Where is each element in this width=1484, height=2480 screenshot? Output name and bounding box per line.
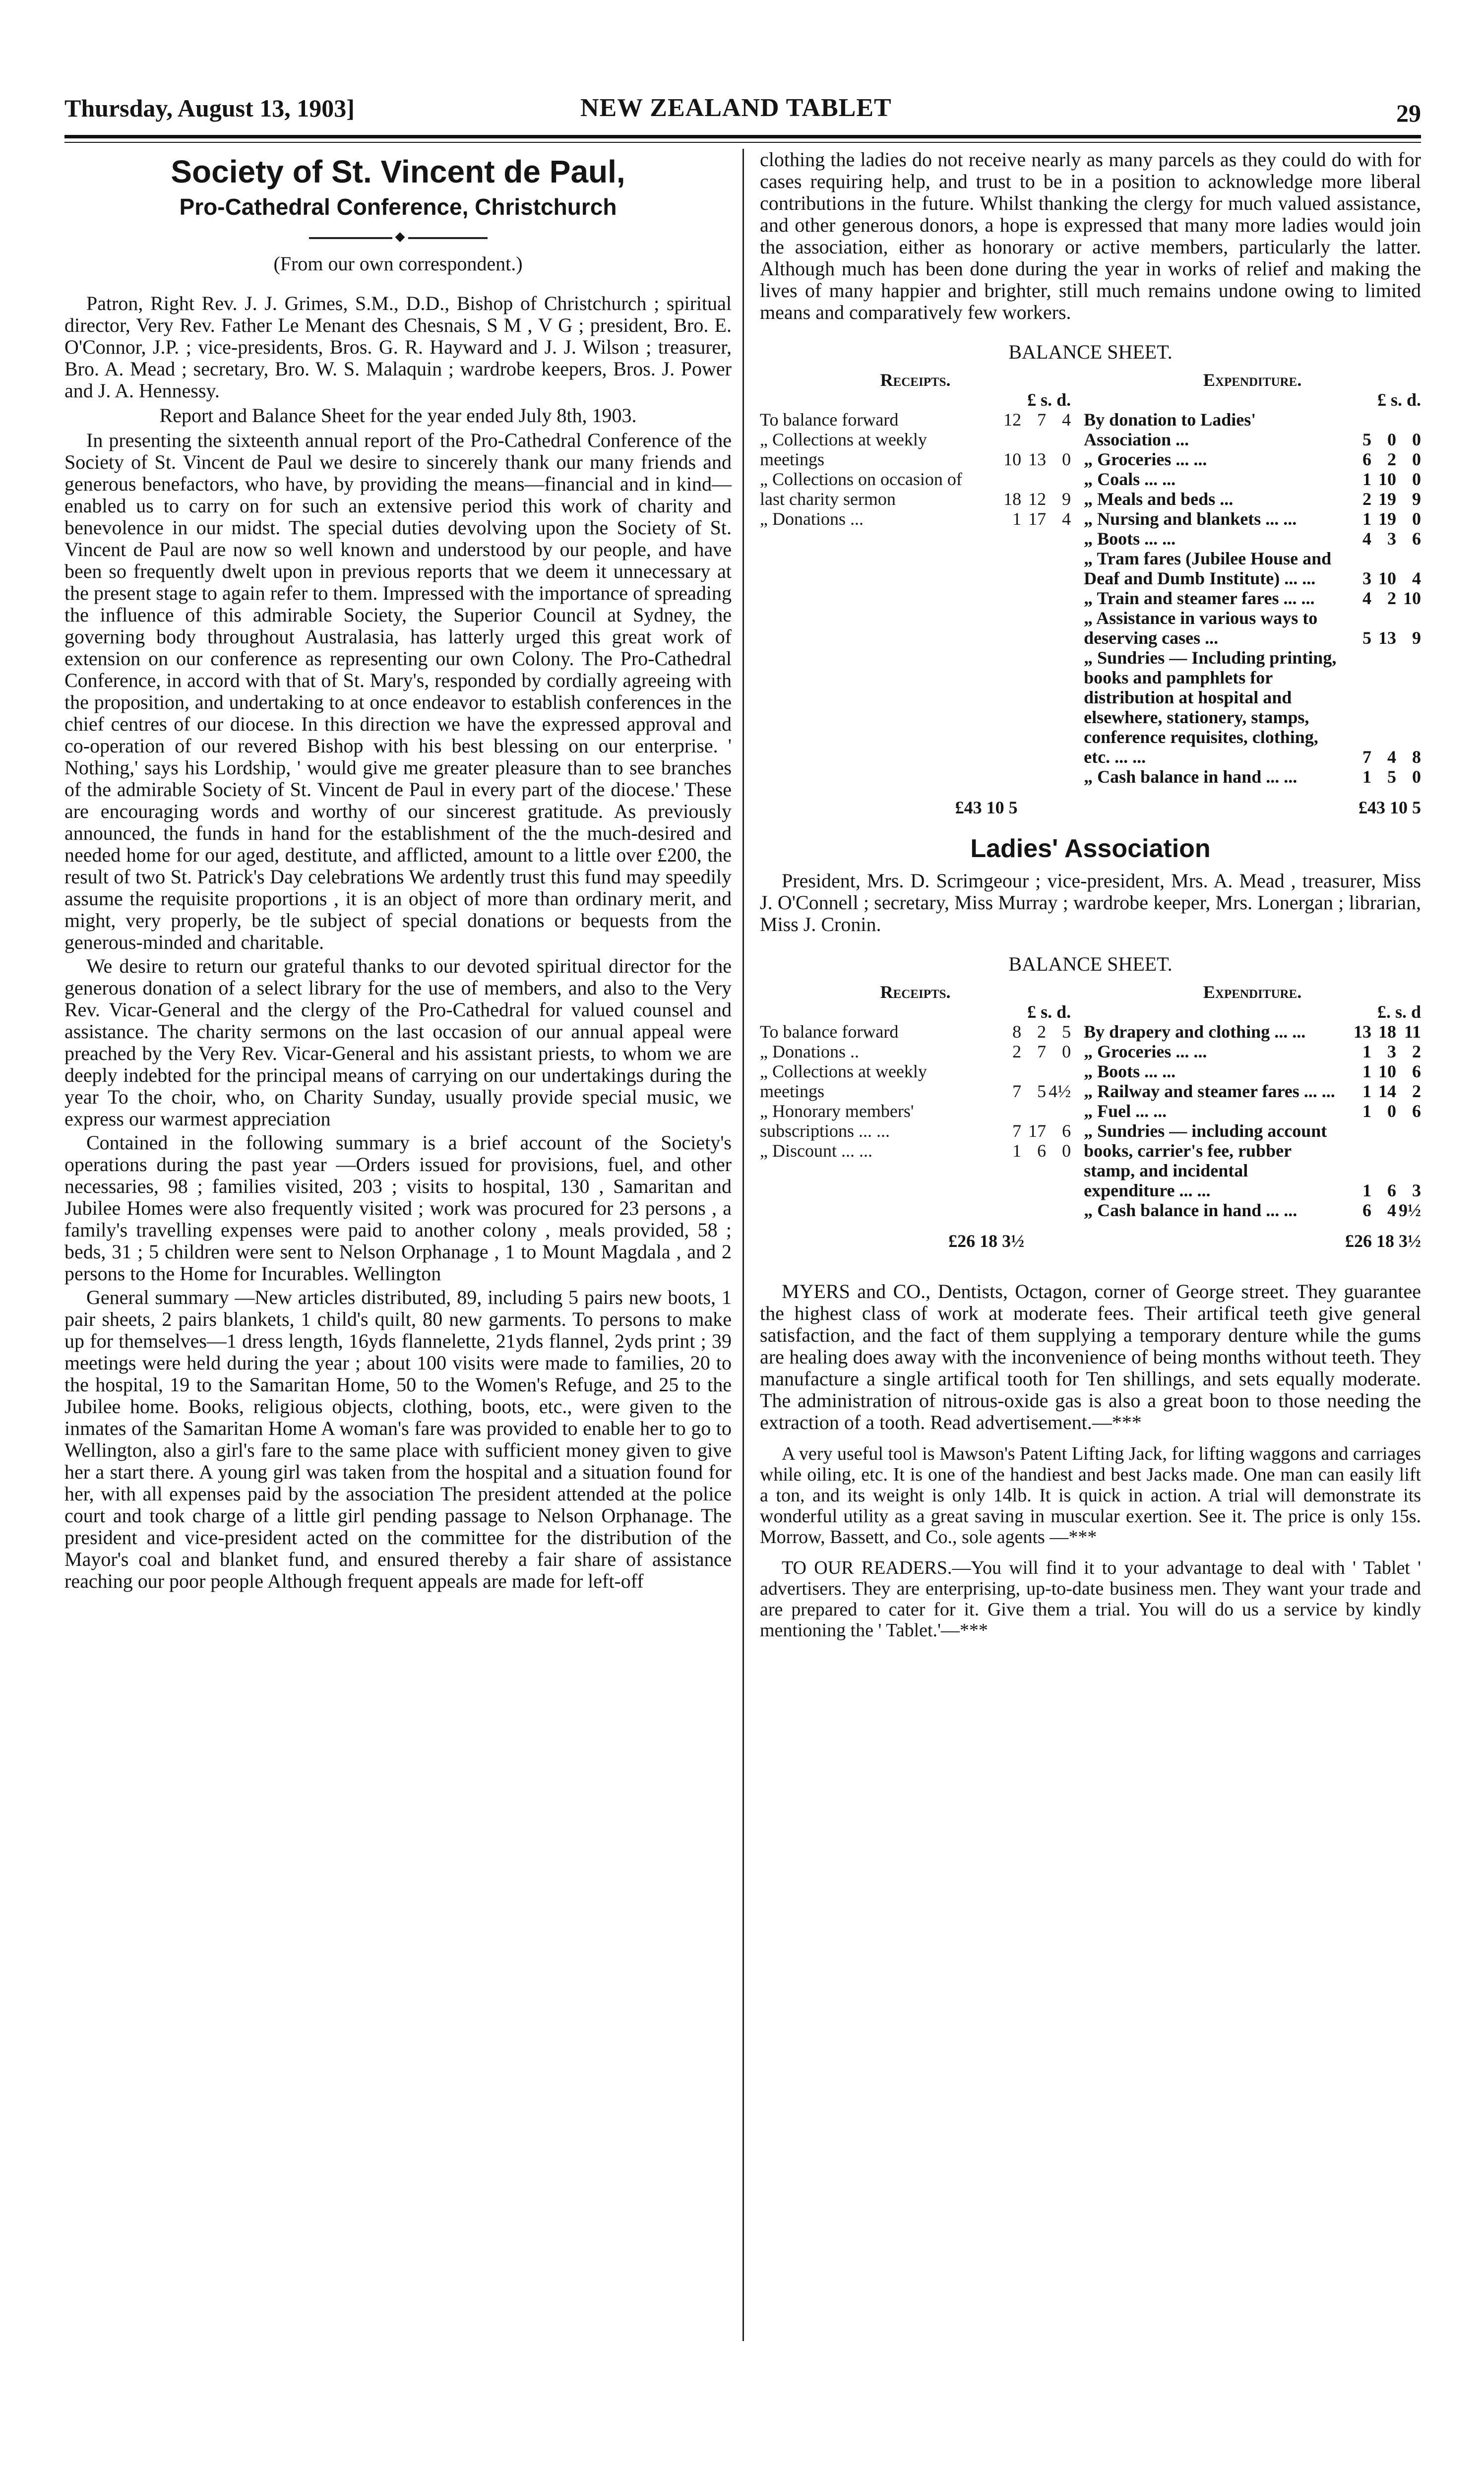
ledger-pence: 5 bbox=[1062, 1022, 1071, 1042]
ledger-row bbox=[1084, 1022, 1421, 1042]
bs2-receipts-side bbox=[760, 982, 1084, 1220]
ledger-shillings: 12 bbox=[1028, 489, 1047, 509]
ledger-item-label: By donation to Ladies' Association ... bbox=[1084, 410, 1256, 449]
ledger-row bbox=[760, 410, 1071, 430]
ledger-row bbox=[760, 1042, 1071, 1061]
bs1-expenditure-side bbox=[1084, 370, 1421, 787]
ledger-shillings: 2 bbox=[1387, 588, 1396, 608]
header-rule-thick bbox=[64, 135, 1421, 138]
ledger-row bbox=[1084, 509, 1421, 529]
ledger-pounds: 4 bbox=[1362, 529, 1371, 549]
ledger-row bbox=[1084, 1200, 1421, 1220]
issue-date: Thursday, August 13, 1903] bbox=[64, 94, 355, 122]
ledger-pounds: 13 bbox=[1354, 1022, 1371, 1042]
ledger-item-label: „ Collections at weekly meetings bbox=[760, 1061, 927, 1101]
ledger-item-label: „ Donations ... bbox=[760, 509, 864, 529]
ledger-pounds: 1 bbox=[1362, 509, 1371, 529]
ledger-pounds: 1 bbox=[1362, 1101, 1371, 1121]
ledger-item-label: „ Discount ... ... bbox=[760, 1141, 872, 1161]
bs1-receipts-table bbox=[760, 390, 1071, 529]
ledger-pence: 0 bbox=[1412, 430, 1421, 449]
ledger-item-label: „ Collections on occasion of last charity sermon bbox=[760, 469, 962, 509]
newspaper-title: NEW ZEALAND TABLET bbox=[580, 94, 892, 122]
ledger-pence: 0 bbox=[1062, 1141, 1071, 1161]
ledger-item-label: „ Honorary members' subscriptions ... ... bbox=[760, 1101, 914, 1141]
ledger-shillings: 6 bbox=[1037, 1141, 1047, 1161]
ledger-row bbox=[1084, 449, 1421, 469]
ladies-association-officers: President, Mrs. D. Scrimgeour ; vice-president, Mrs. A. Mead , treasurer, Miss J. O'Connell ; secretary, Miss Murray ; wardrobe keeper, Mrs. Lonergan ; librarian, Miss J. Cronin. bbox=[760, 869, 1421, 935]
ledger-item-label: „ Groceries ... ... bbox=[1084, 1042, 1207, 1061]
ornament-divider bbox=[309, 237, 488, 239]
ledger-row bbox=[1084, 410, 1421, 449]
bs2-receipts-head: Receipts. bbox=[880, 982, 951, 1002]
ledger-pence: 6 bbox=[1412, 529, 1421, 549]
ledger-pounds: 7 bbox=[1012, 1081, 1022, 1101]
ledger-shillings: 17 bbox=[1028, 1121, 1047, 1141]
ledger-row bbox=[1084, 529, 1421, 549]
ledger-pence: 4 bbox=[1412, 568, 1421, 588]
ledger-row bbox=[760, 1101, 1071, 1141]
ledger-row bbox=[1084, 469, 1421, 489]
ledger-item-label: „ Cash balance in hand ... ... bbox=[1084, 767, 1298, 787]
ledger-item-label: „ Boots ... ... bbox=[1084, 529, 1176, 549]
bs1-expenditure-table bbox=[1084, 390, 1421, 787]
column-divider bbox=[742, 149, 744, 2341]
ledger-pence: 6 bbox=[1412, 1101, 1421, 1121]
ledger-row bbox=[1084, 767, 1421, 787]
bs1-total-receipts: £43 10 5 bbox=[955, 798, 1018, 817]
ledger-pence: 0 bbox=[1412, 469, 1421, 489]
right-column bbox=[760, 149, 1421, 1643]
ledger-pounds: 1 bbox=[1012, 1141, 1022, 1161]
ledger-pence: 0 bbox=[1412, 767, 1421, 787]
ledger-item-label: To balance forward bbox=[760, 1022, 899, 1042]
ledger-shillings: 5 bbox=[1387, 767, 1396, 787]
ledger-item-label: „ Sundries — Including printing, books and pamphlets for distribution at hospital and elsewhere, stationery, stamps, conference requisites, clothing, etc. ... ... bbox=[1084, 648, 1337, 767]
ledger-item-label: „ Meals and beds ... bbox=[1084, 489, 1234, 509]
ledger-item-label: „ Groceries ... ... bbox=[1084, 449, 1207, 469]
ledger-shillings: 13 bbox=[1378, 628, 1396, 648]
bs2-lsd-header: £ s. d. bbox=[1027, 1002, 1071, 1022]
ledger-pence: 10 bbox=[1403, 588, 1421, 608]
ledger-row bbox=[760, 509, 1071, 529]
ledger-row bbox=[1084, 1042, 1421, 1061]
bs2-total-receipts: £26 18 3½ bbox=[948, 1231, 1025, 1251]
ledger-shillings: 19 bbox=[1378, 489, 1396, 509]
ledger-pounds: 1 bbox=[1362, 767, 1371, 787]
balance-sheet-1-title: BALANCE SHEET. bbox=[1008, 341, 1173, 363]
ledger-row bbox=[1084, 1081, 1421, 1101]
ledger-pounds: 3 bbox=[1362, 568, 1371, 588]
bs2-expenditure-table bbox=[1084, 1002, 1421, 1220]
ledger-shillings: 0 bbox=[1387, 1101, 1396, 1121]
ledger-shillings: 14 bbox=[1378, 1081, 1396, 1101]
ledger-item-label: „ Cash balance in hand ... ... bbox=[1084, 1200, 1298, 1220]
report-paragraph-3: Contained in the following summary is a brief account of the Society's operations during the past year —Orders issued for provisions, fuel, and other necessaries, 98 ; families visited, 203 ; visits to hospital, 130 , Samaritan and Jubilee Homes were also frequently visited ; work was procured for 23 persons , a family's travelling expenses were paid to another colony , meals provided, 58 ; beds, 31 ; 5 children were sent to Nelson Orphanage , 1 to Mount Magdala , and 2 persons to the Home for Incurables. Wellington bbox=[64, 1131, 732, 1285]
ledger-item-label: „ Sundries — including account books, carrier's fee, rubber stamp, and incidental expenditure ... ... bbox=[1084, 1121, 1327, 1200]
ledger-pounds: 10 bbox=[1003, 449, 1022, 469]
ledger-row bbox=[760, 1061, 1071, 1101]
ledger-item-label: „ Coals ... ... bbox=[1084, 469, 1176, 489]
ledger-pence: 0 bbox=[1412, 509, 1421, 529]
officers-paragraph: Patron, Right Rev. J. J. Grimes, S.M., D.D., Bishop of Christchurch ; spiritual director, Very Rev. Father Le Menant des Chesnais, S M , V G ; president, Bro. E. O'Connor, J.P. ; vice-presidents, Bros. G. R. Hayward and J. J. Wilson ; treasurer, Bro. A. Mead ; secretary, Bro. W. S. Malaquin ; wardrobe keepers, Bros. J. Power and J. A. Hennessy. bbox=[64, 292, 732, 402]
ledger-pounds: 2 bbox=[1362, 489, 1371, 509]
ledger-pence: 2 bbox=[1412, 1042, 1421, 1061]
ledger-shillings: 18 bbox=[1378, 1022, 1396, 1042]
ledger-item-label: „ Donations .. bbox=[760, 1042, 859, 1061]
ledger-shillings: 3 bbox=[1387, 1042, 1396, 1061]
ledger-shillings: 6 bbox=[1387, 1180, 1396, 1200]
ledger-pence: 9 bbox=[1412, 489, 1421, 509]
ledger-row bbox=[1084, 608, 1421, 648]
ledger-pounds: 12 bbox=[1003, 410, 1022, 430]
ledger-pounds: 7 bbox=[1362, 747, 1371, 767]
ledger-shillings: 10 bbox=[1378, 1061, 1396, 1081]
ledger-pence: 0 bbox=[1062, 1042, 1071, 1061]
ledger-shillings: 2 bbox=[1387, 449, 1396, 469]
ledger-item-label: „ Train and steamer fares ... ... bbox=[1084, 588, 1315, 608]
bs1-lsd-header-2: £ s. d. bbox=[1377, 390, 1421, 410]
ledger-item-label: „ Collections at weekly meetings bbox=[760, 430, 927, 469]
ledger-shillings: 7 bbox=[1037, 410, 1047, 430]
ledger-pence: 2 bbox=[1412, 1081, 1421, 1101]
ledger-pence: 3 bbox=[1412, 1180, 1421, 1200]
ledger-pounds: 1 bbox=[1362, 1042, 1371, 1061]
ledger-row bbox=[1084, 1121, 1421, 1200]
ledger-row bbox=[760, 1022, 1071, 1042]
page-header bbox=[64, 93, 1421, 133]
ledger-shillings: 13 bbox=[1028, 449, 1047, 469]
ledger-pounds: 2 bbox=[1012, 1042, 1022, 1061]
bs2-receipts-table bbox=[760, 1002, 1071, 1161]
ledger-pence: 8 bbox=[1412, 747, 1421, 767]
ledger-shillings: 4 bbox=[1387, 1200, 1396, 1220]
ledger-pence: 0 bbox=[1412, 449, 1421, 469]
ledger-pence: 4½ bbox=[1049, 1081, 1071, 1101]
bs1-lsd-header: £ s. d. bbox=[1027, 390, 1071, 410]
ledger-pence: 6 bbox=[1062, 1121, 1071, 1141]
balance-sheet-2 bbox=[760, 982, 1421, 1251]
ledger-pounds: 6 bbox=[1362, 1200, 1371, 1220]
ledger-shillings: 3 bbox=[1387, 529, 1396, 549]
ledger-shillings: 4 bbox=[1387, 747, 1396, 767]
dentists-notice: MYERS and CO., Dentists, Octagon, corner of George street. They guarantee the highest class of work at moderate fees. Their artifical teeth give general satisfaction, and the fact of them supplying a temporary denture while the gums are healing does away with the inconvenience of being months without teeth. They manufacture a single artifical tooth for Ten shillings, and sets equally moderate. The administration of nitrous-oxide gas is also a great boon to those needing the extraction of a tooth. Read advertisement.—*** bbox=[760, 1280, 1421, 1433]
ledger-shillings: 10 bbox=[1378, 469, 1396, 489]
ledger-row bbox=[1084, 648, 1421, 767]
ledger-pence: 4 bbox=[1062, 410, 1071, 430]
ledger-shillings: 5 bbox=[1037, 1081, 1047, 1101]
ledger-pence: 11 bbox=[1404, 1022, 1421, 1042]
ledger-item-label: „ Nursing and blankets ... ... bbox=[1084, 509, 1297, 529]
ledger-pounds: 5 bbox=[1362, 628, 1371, 648]
bs2-expenditure-side bbox=[1084, 982, 1421, 1220]
ledger-row bbox=[1084, 588, 1421, 608]
bs2-total-expenditure: £26 18 3½ bbox=[1345, 1231, 1421, 1251]
report-heading: Report and Balance Sheet for the year ended July 8th, 1903. bbox=[159, 404, 637, 427]
bs2-expenditure-head: Expenditure. bbox=[1203, 982, 1302, 1002]
ledger-item-label: „ Assistance in various ways to deserving cases ... bbox=[1084, 608, 1318, 648]
ledger-item-label: „ Fuel ... ... bbox=[1084, 1101, 1167, 1121]
report-paragraph-1: In presenting the sixteenth annual report of the Pro-Cathedral Conference of the Society of St. Vincent de Paul we desire to sincerely thank our many friends and generous benefactors, who have, by providing the means—financial and in kind—enabled us to carry on for such an extensive period this work of charity and benevolence in our midst. The special duties devolving upon the Society of St. Vincent de Paul are now so well known and understood by our people, and have been so frequently dwelt upon in previous reports that we deem it unnecessary at the present stage to again refer to them. Impressed with the importance of spreading the influence of this admirable Society, the Superior Council at Sydney, the governing body throughout Australasia, has latterly urged this great work of extension on our conference as representing our own Colony. The Pro-Cathedral Conference, in accord with that of St. Mary's, responded by cordially agreeing with the proposition, and undertaking to at once endeavor to establish conferences in the chief centres of our diocese. In this direction we have the expressed approval and co-operation of our revered Bishop with his best blessing on our enterprise. ' Nothing,' says his Lordship, ' would give me greater pleasure than to see branches of the admirable Society of St. Vincent de Paul in every part of the diocese.' These are encouraging words and worthy of our sincerest gratitude. As previously announced, the funds in hand for the establishment of the the much-desired and needed home for our aged, destitute, and afflicted, amount to a little over £200, the result of two St. Patrick's Day celebrations We ardently trust this fund may speedily assume the requisite proportions , it is an object of more than ordinary merit, and might, very properly, be tle subject of special donations or bequests from the generous-minded and charitable. bbox=[64, 429, 732, 953]
ledger-shillings: 10 bbox=[1378, 568, 1396, 588]
article-title: Society of St. Vincent de Paul, bbox=[171, 154, 625, 189]
bs1-receipts-head: Receipts. bbox=[880, 370, 951, 390]
ledger-row bbox=[1084, 1101, 1421, 1121]
ledger-shillings: 7 bbox=[1037, 1042, 1047, 1061]
ledger-pounds: 7 bbox=[1012, 1121, 1022, 1141]
ledger-pounds: 18 bbox=[1003, 489, 1022, 509]
ledger-pounds: 8 bbox=[1012, 1022, 1022, 1042]
ledger-pence: 9 bbox=[1062, 489, 1071, 509]
header-rule-thin bbox=[64, 142, 1421, 143]
bs1-receipts-side bbox=[760, 370, 1084, 787]
ledger-row bbox=[1084, 549, 1421, 588]
ledger-pounds: 6 bbox=[1362, 449, 1371, 469]
ledger-pounds: 1 bbox=[1362, 469, 1371, 489]
balance-sheet-2-title: BALANCE SHEET. bbox=[1008, 953, 1173, 975]
ledger-pounds: 1 bbox=[1362, 1081, 1371, 1101]
ledger-row bbox=[1084, 1061, 1421, 1081]
ledger-item-label: „ Tram fares (Jubilee House and Deaf and Dumb Institute) ... ... bbox=[1084, 549, 1332, 588]
ledger-pence: 6 bbox=[1412, 1061, 1421, 1081]
ledger-shillings: 0 bbox=[1387, 430, 1396, 449]
ledger-item-label: To balance forward bbox=[760, 410, 899, 430]
ledger-pence: 0 bbox=[1062, 449, 1071, 469]
ledger-shillings: 17 bbox=[1028, 509, 1047, 529]
report-paragraph-2: We desire to return our grateful thanks to our devoted spiritual director for the generous donation of a select library for the use of members, and also to the Very Rev. Vicar-General and the clergy of the Pro-Cathedral for valued counsel and assistance. The charity sermons on the last occasion of our annual appeal were preached by the Very Rev. Vicar-General and his assistant priests, to whom we are deeply indebted for the principal means of carrying on our undertakings during the year To the choir, who, on Charity Sunday, usually provide special music, we express our warmest appreciation bbox=[64, 955, 732, 1130]
ledger-pounds: 4 bbox=[1362, 588, 1371, 608]
ledger-row bbox=[760, 1141, 1071, 1161]
ledger-pence: 9½ bbox=[1399, 1200, 1421, 1220]
page-number: 29 bbox=[1396, 99, 1421, 127]
balance-sheet-1 bbox=[760, 370, 1421, 817]
ledger-shillings: 19 bbox=[1378, 509, 1396, 529]
ledger-pounds: 1 bbox=[1362, 1180, 1371, 1200]
ledger-pounds: 1 bbox=[1362, 1061, 1371, 1081]
bs2-lsd-header-2: £. s. d bbox=[1377, 1002, 1421, 1022]
lifting-jack-notice: A very useful tool is Mawson's Patent Lifting Jack, for lifting waggons and carriages while oiling, etc. It is one of the handiest and best Jacks made. One man can easily lift a ton, and its weight is only 14lb. It is quick in action. A trial will demonstrate its wonderful utility as a great saving in muscular exertion. See it. The price is only 15s. Morrow, Bassett, and Co., sole agents —*** bbox=[760, 1443, 1421, 1548]
ledger-pence: 9 bbox=[1412, 628, 1421, 648]
readers-notice: TO OUR READERS.—You will find it to your advantage to deal with ' Tablet ' advertisers. They are enterprising, up-to-date business men. They want your trade and are prepared to cater for it. Give them a trial. You will do us a service by kindly mentioning the ' Tablet.'—*** bbox=[760, 1557, 1421, 1641]
bs1-expenditure-head: Expenditure. bbox=[1203, 370, 1302, 390]
bs1-total-expenditure: £43 10 5 bbox=[1359, 798, 1421, 817]
ledger-shillings: 2 bbox=[1037, 1022, 1047, 1042]
ledger-item-label: „ Railway and steamer fares ... ... bbox=[1084, 1081, 1335, 1101]
byline: (From our own correspondent.) bbox=[273, 252, 523, 275]
article-subtitle: Pro-Cathedral Conference, Christchurch bbox=[179, 194, 617, 220]
ledger-pence: 4 bbox=[1062, 509, 1071, 529]
left-column bbox=[64, 149, 732, 1594]
continued-paragraph: clothing the ladies do not receive nearly as many parcels as they could do with for cases requiring help, and trust to be in a position to acknowledge more liberal contributions in the future. Whilst thanking the clergy for much valued assistance, and other generous donors, a hope is expressed that many more ladies would join the association, either as honorary or active members, particularly the latter. Although much has been done during the year in works of relief and making the lives of many happier and brighter, still much remains undone owing to limited means and comparatively few workers. bbox=[760, 148, 1421, 323]
ledger-pounds: 5 bbox=[1362, 430, 1371, 449]
report-paragraph-4: General summary —New articles distributed, 89, including 5 pairs new boots, 1 pair sheets, 2 pairs blankets, 1 child's quilt, 80 new garments. To persons to make up for themselves—1 dress length, 16yds flannelette, 21yds flannel, 2yds print ; 39 meetings were held during the year ; about 100 visits were made to families, 20 to the hospital, 19 to the Samaritan Home, 50 to the Women's Refuge, and 25 to the Jubilee home. Books, religious objects, clothing, boots, etc., were given to the inmates of the Samaritan Home A woman's fare was provided to enable her to go to Wellington, also a girl's fare to the same place with sufficient money given to give her a start there. A young girl was taken from the hospital and a situation found for her, with all expenses paid by the association The president attended at the police court and took charge of a little girl pending passage to Nelson Orphanage. The president and vice-president acted on the committee for the distribution of the Mayor's coal and blanket fund, and ensured thereby a fair share of assistance reaching our poor people Although frequent appeals are made for left-off bbox=[64, 1286, 732, 1592]
ledger-item-label: „ Boots ... ... bbox=[1084, 1061, 1176, 1081]
ledger-row bbox=[1084, 489, 1421, 509]
ladies-association-title: Ladies' Association bbox=[970, 834, 1211, 863]
ledger-row bbox=[760, 430, 1071, 469]
ledger-row bbox=[760, 469, 1071, 509]
ledger-pounds: 1 bbox=[1012, 509, 1022, 529]
ledger-item-label: By drapery and clothing ... ... bbox=[1084, 1022, 1306, 1042]
